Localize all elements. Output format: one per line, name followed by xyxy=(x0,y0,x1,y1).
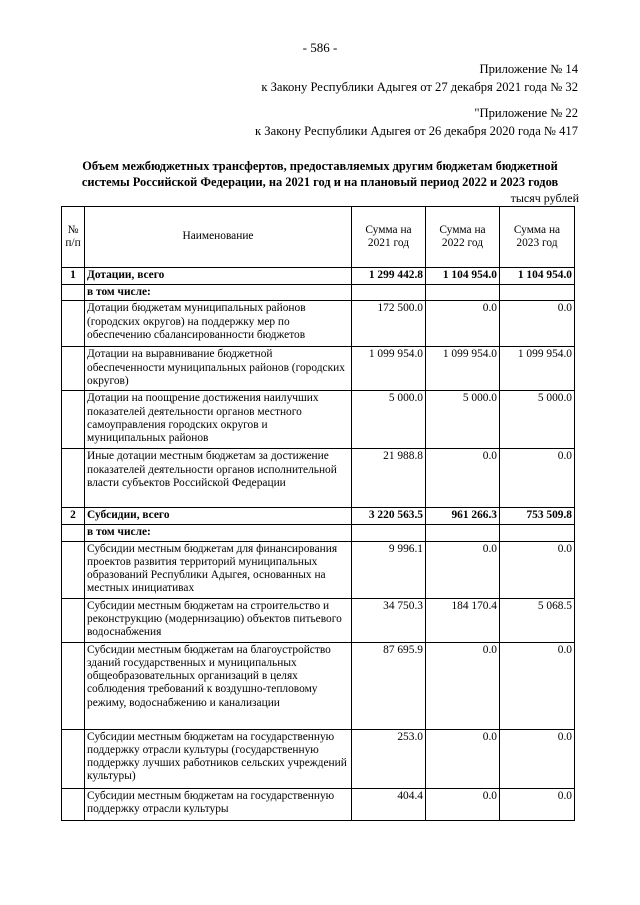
document-title-line-1: Объем межбюджетных трансфертов, предоставляемых другим бюджетам бюджетной xyxy=(82,159,558,173)
amount-2021: 34 750.3 xyxy=(352,598,426,642)
amount-2022: 184 170.4 xyxy=(426,598,500,642)
document-title-line-2: системы Российской Федерации, на 2021 год и на плановый период 2022 и 2023 годов xyxy=(81,175,559,189)
row-name: Субсидии местным бюджетам для финансирования проектов развития территорий муниципальных образований Республики Адыгея, основанных на местных инициативах xyxy=(85,541,352,598)
amount-2021: 87 695.9 xyxy=(352,642,426,729)
appendix-22-header xyxy=(255,104,578,140)
amount-2021 xyxy=(352,525,426,541)
table-row xyxy=(62,541,575,598)
row-name: Субсидии местным бюджетам на благоустройство зданий государственных и муниципальных общеобразовательных организаций в целях соблюдения требований к воздушно-тепловому режиму, водоснабжению и канализации xyxy=(85,642,352,729)
amount-2023: 753 509.8 xyxy=(500,508,575,525)
amount-2023: 5 000.0 xyxy=(500,391,575,449)
amount-2023: 0.0 xyxy=(500,449,575,508)
amount-2021: 9 996.1 xyxy=(352,541,426,598)
amount-2022: 0.0 xyxy=(426,788,500,820)
row-number xyxy=(62,525,85,541)
row-number xyxy=(62,391,85,449)
transfers-table xyxy=(61,206,575,821)
appendix-14-header xyxy=(261,60,578,96)
row-number xyxy=(62,347,85,391)
amount-2021: 3 220 563.5 xyxy=(352,508,426,525)
table-row xyxy=(62,508,575,525)
header-2022: Сумма на 2022 год xyxy=(426,207,500,268)
table-row xyxy=(62,268,575,285)
appendix-22-title: "Приложение № 22 xyxy=(474,106,578,120)
amount-2022 xyxy=(426,285,500,301)
appendix-14-title: Приложение № 14 xyxy=(479,62,578,76)
row-number xyxy=(62,285,85,301)
row-name: Субсидии местным бюджетам на государственную поддержку отрасли культуры xyxy=(85,788,352,820)
amount-2021: 1 299 442.8 xyxy=(352,268,426,285)
amount-2023: 1 104 954.0 xyxy=(500,268,575,285)
row-name: Дотации бюджетам муниципальных районов (городских округов) на поддержку мер по обеспечению сбалансированности бюджетов xyxy=(85,301,352,347)
amount-2022: 0.0 xyxy=(426,642,500,729)
table-row xyxy=(62,285,575,301)
amount-2021 xyxy=(352,285,426,301)
amount-2023: 0.0 xyxy=(500,729,575,788)
amount-2023: 1 099 954.0 xyxy=(500,347,575,391)
appendix-22-law-reference: к Закону Республики Адыгея от 26 декабря 2020 года № 417 xyxy=(255,124,578,138)
amount-2023: 5 068.5 xyxy=(500,598,575,642)
row-number: 2 xyxy=(62,508,85,525)
amount-2022: 0.0 xyxy=(426,729,500,788)
header-num: № п/п xyxy=(62,207,85,268)
header-name: Наименование xyxy=(85,207,352,268)
amount-2022: 961 266.3 xyxy=(426,508,500,525)
table-row xyxy=(62,642,575,729)
row-number xyxy=(62,449,85,508)
row-name: Дотации, всего xyxy=(85,268,352,285)
amount-2022: 0.0 xyxy=(426,449,500,508)
table-row xyxy=(62,391,575,449)
amount-2021: 5 000.0 xyxy=(352,391,426,449)
row-number xyxy=(62,788,85,820)
header-2021: Сумма на 2021 год xyxy=(352,207,426,268)
row-name: в том числе: xyxy=(85,285,352,301)
document-title xyxy=(62,158,578,190)
amount-2023 xyxy=(500,285,575,301)
row-number xyxy=(62,301,85,347)
amount-2021: 253.0 xyxy=(352,729,426,788)
row-number xyxy=(62,598,85,642)
amount-2023: 0.0 xyxy=(500,788,575,820)
row-name: Дотации на поощрение достижения наилучших показателей деятельности органов местного самоуправления городских округов и муниципальных районов xyxy=(85,391,352,449)
amount-2021: 172 500.0 xyxy=(352,301,426,347)
amount-2022: 1 099 954.0 xyxy=(426,347,500,391)
row-number xyxy=(62,642,85,729)
row-name: Субсидии местным бюджетам на строительство и реконструкцию (модернизацию) объектов питьевого водоснабжения xyxy=(85,598,352,642)
row-name: Субсидии местным бюджетам на государственную поддержку отрасли культуры (государственную поддержку лучших работников сельских учреждений культуры) xyxy=(85,729,352,788)
table-row xyxy=(62,525,575,541)
table-row xyxy=(62,449,575,508)
table-row xyxy=(62,729,575,788)
table-row xyxy=(62,598,575,642)
row-name: Дотации на выравнивание бюджетной обеспеченности муниципальных районов (городских округов) xyxy=(85,347,352,391)
amount-2023: 0.0 xyxy=(500,301,575,347)
table-row xyxy=(62,347,575,391)
amount-2023 xyxy=(500,525,575,541)
amount-2021: 21 988.8 xyxy=(352,449,426,508)
table-header-row xyxy=(62,207,575,268)
page-number: - 586 - xyxy=(302,40,338,55)
amount-2023: 0.0 xyxy=(500,541,575,598)
header-2023: Сумма на 2023 год xyxy=(500,207,575,268)
amount-2021: 404.4 xyxy=(352,788,426,820)
amount-2022: 1 104 954.0 xyxy=(426,268,500,285)
appendix-14-law-reference: к Закону Республики Адыгея от 27 декабря 2021 года № 32 xyxy=(261,80,578,94)
table-body xyxy=(62,268,575,821)
amount-2022: 0.0 xyxy=(426,301,500,347)
amount-2023: 0.0 xyxy=(500,642,575,729)
row-name: в том числе: xyxy=(85,525,352,541)
units-label: тысяч рублей xyxy=(510,191,579,205)
row-number xyxy=(62,541,85,598)
row-name: Субсидии, всего xyxy=(85,508,352,525)
amount-2021: 1 099 954.0 xyxy=(352,347,426,391)
row-name: Иные дотации местным бюджетам за достижение показателей деятельности органов исполнительной власти субъектов Российской Федерации xyxy=(85,449,352,508)
table-row xyxy=(62,788,575,820)
amount-2022 xyxy=(426,525,500,541)
row-number xyxy=(62,729,85,788)
row-number: 1 xyxy=(62,268,85,285)
table-row xyxy=(62,301,575,347)
amount-2022: 0.0 xyxy=(426,541,500,598)
amount-2022: 5 000.0 xyxy=(426,391,500,449)
